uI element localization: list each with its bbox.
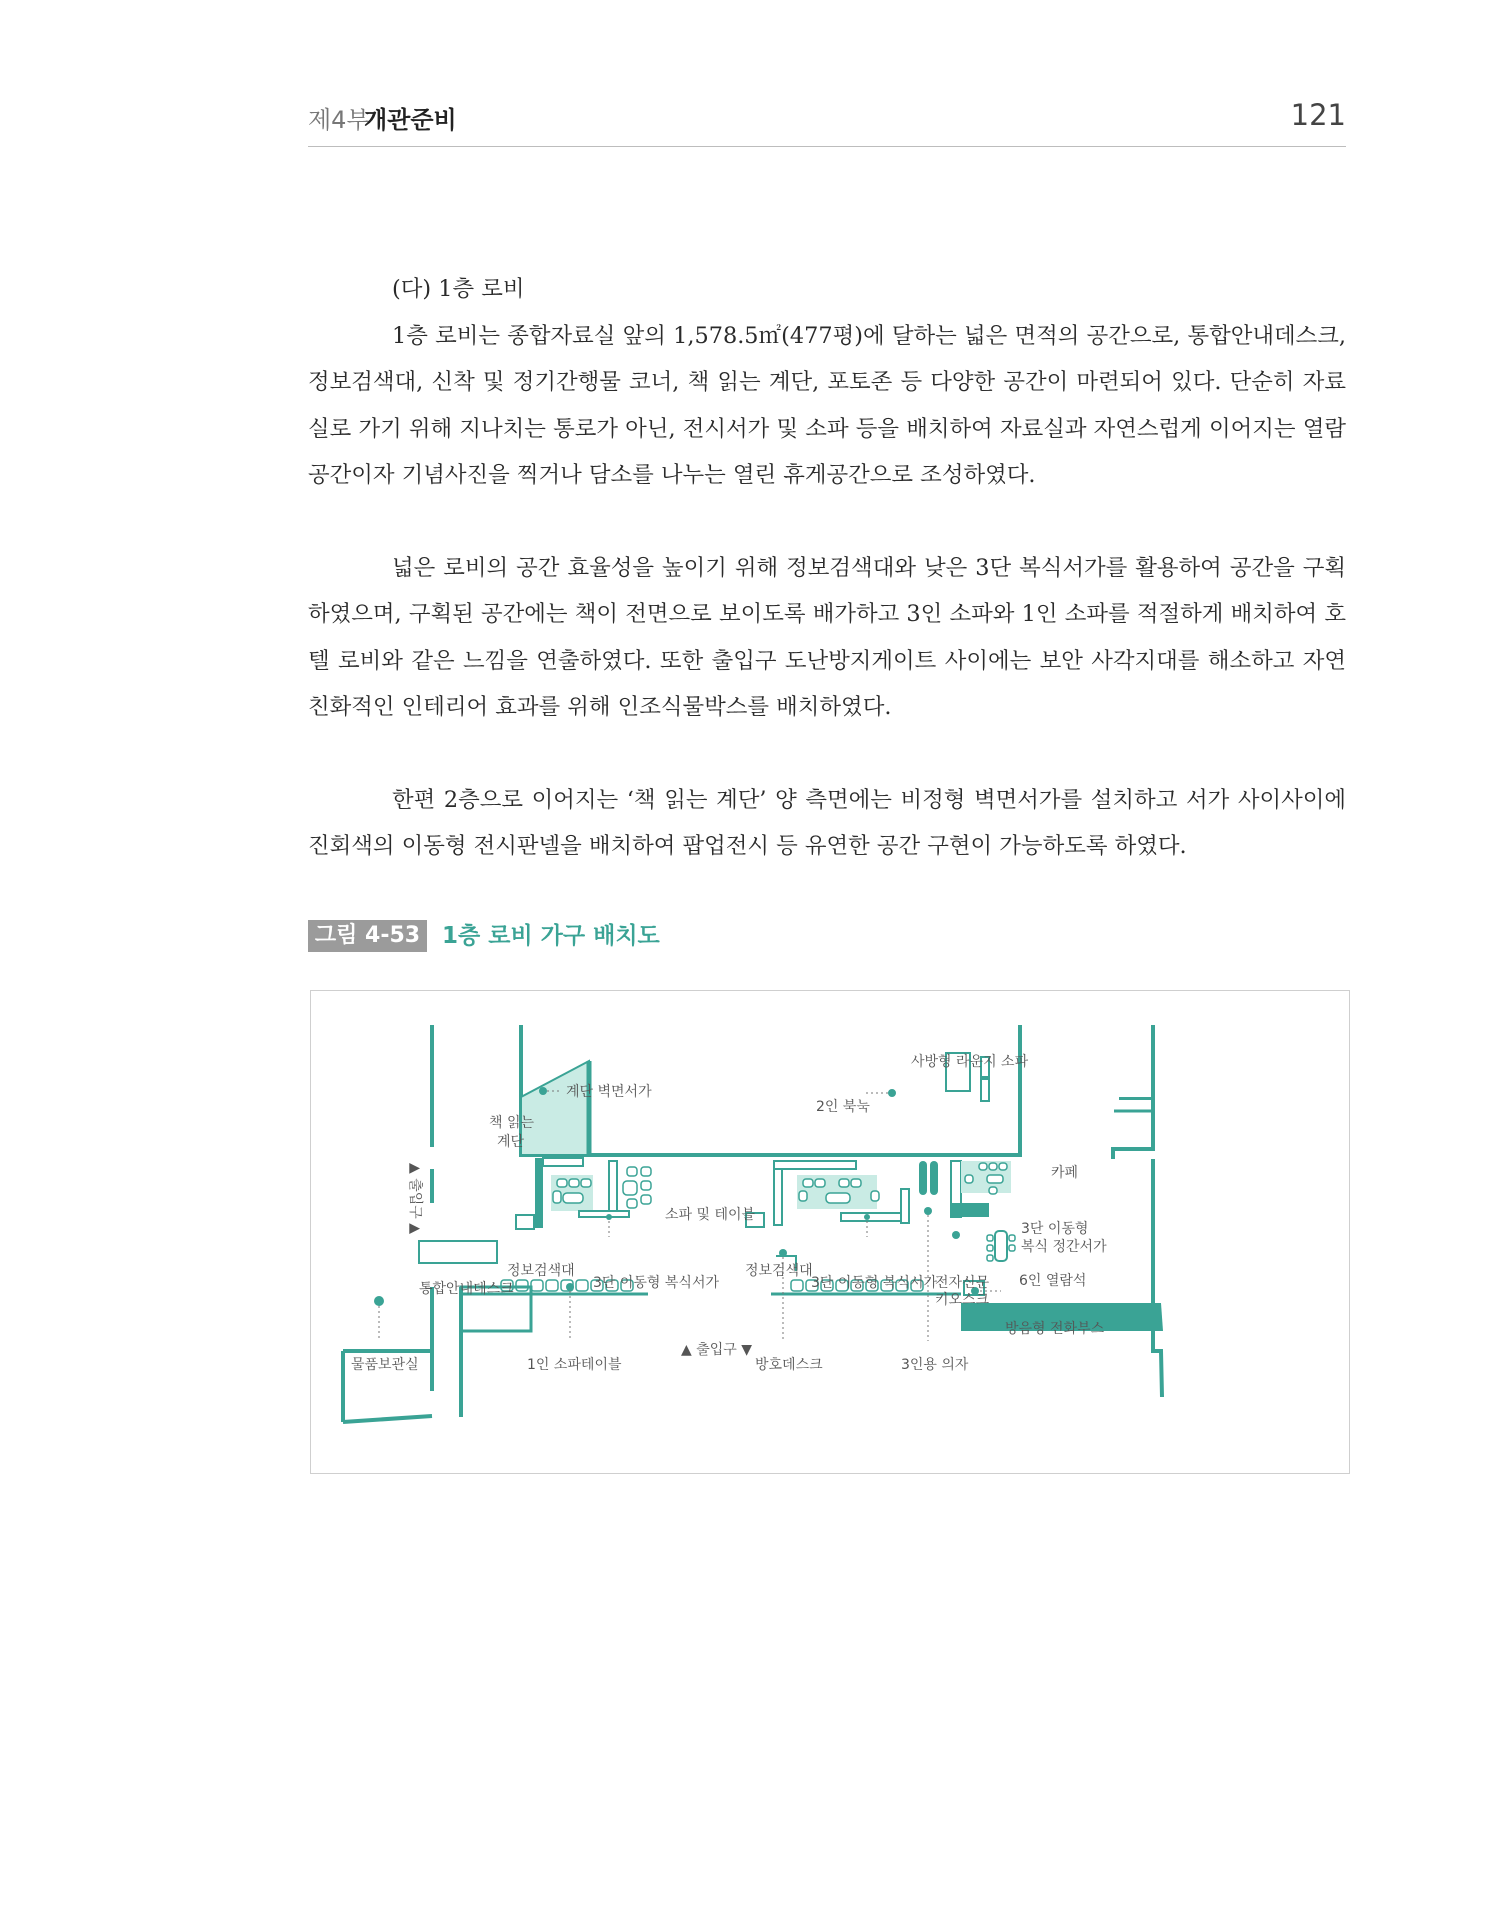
label-info-search-left: 정보검색대 xyxy=(507,1263,575,1279)
label-newspaper-2: 키오스크 xyxy=(935,1292,990,1308)
part-label: 제4부 xyxy=(308,106,370,134)
label-photo-zone: 포토존 xyxy=(1033,1344,1074,1360)
body-text xyxy=(308,266,1346,870)
label-info-search-right: 정보검색대 xyxy=(745,1263,813,1279)
newspaper-kiosk-b xyxy=(930,1161,938,1195)
figure-number: 그림 4-53 xyxy=(308,920,427,952)
label-booknook: 2인 북눅 xyxy=(816,1099,870,1115)
figure-title: 1층 로비 가구 배치도 xyxy=(442,923,660,949)
page-number: 121 xyxy=(1290,98,1346,132)
reading-stairs-shape xyxy=(521,1061,589,1155)
label-reading-stairs-2: 계단 xyxy=(497,1134,525,1150)
label-newspaper-1: 전자신문 xyxy=(935,1275,990,1291)
label-sofa-table: 소파 및 테이블 xyxy=(665,1207,756,1223)
label-shelf-right-2: 복식 정간서가 xyxy=(1021,1239,1107,1255)
label-entrance-main: ▲ 출입구 ▼ xyxy=(681,1342,753,1358)
label-security-desk: 방호데스크 xyxy=(755,1357,823,1373)
label-phone-booth: 방음형 전화부스 xyxy=(1005,1321,1105,1337)
chapter-title: 개관준비 xyxy=(364,106,457,134)
label-lounge-sofa: 사방형 라운지 소파 xyxy=(911,1054,1029,1070)
paragraph-1: 1층 로비는 종합자료실 앞의 1,578.5㎡(477평)에 달하는 넓은 면적의 공간으로, 통합안내데스크, 정보검색대, 신착 및 정기간행물 코너, 책 읽는 계단, 포토존 등 다양한 공간이 마련되어 있다. 단순히 자료실로 가기 위해 지나치는 통로가 아닌, 전시서가 및 소파 등을 배치하여 자료실과 자연스럽게 이어지는 열람공간이자 기념사진을 찍거나 담소를 나누는 열린 휴게공간으로 조성하였다. xyxy=(308,322,1346,488)
label-reading-stairs-1: 책 읽는 xyxy=(489,1115,535,1131)
label-storage: 물품보관실 xyxy=(351,1357,419,1373)
label-mobile-shelf-right: 3단 이동형 복식서가 xyxy=(811,1275,937,1291)
label-cafe: 카페 xyxy=(1051,1165,1079,1181)
label-entrance-side: ▲ 출입구 ▲ xyxy=(407,1163,423,1235)
label-reading-6: 6인 열람석 xyxy=(1019,1273,1087,1289)
label-mobile-shelf-left: 3단 이동형 복식서가 xyxy=(593,1275,719,1291)
floor-plan-svg xyxy=(311,991,1349,1473)
paragraph-2: 넓은 로비의 공간 효율성을 높이기 위해 정보검색대와 낮은 3단 복식서가를 활용하여 공간을 구획하였으며, 구획된 공간에는 책이 전면으로 보이도록 배가하고 3인 소파와 1인 소파를 적절하게 배치하여 호텔 로비와 같은 느낌을 연출하였다. 또한 출입구 도난방지게이트 사이에는 보안 사각지대를 해소하고 자연 친화적인 인테리어 효과를 위해 인조식물박스를 배치하였다. xyxy=(308,554,1346,720)
label-chair-3: 3인용 의자 xyxy=(901,1357,969,1373)
paragraph-3: 한편 2층으로 이어지는 ‘책 읽는 계단’ 양 측면에는 비정형 벽면서가를 설치하고 서가 사이사이에 진회색의 이동형 전시판넬을 배치하여 팝업전시 등 유연한 공간 구현이 가능하도록 하였다. xyxy=(308,786,1346,859)
page-header xyxy=(308,98,1346,147)
section-heading: (다) 1층 로비 xyxy=(392,276,525,302)
reading-table-6 xyxy=(995,1231,1007,1261)
floor-plan-diagram xyxy=(310,990,1350,1474)
label-info-desk: 통합안내데스크 xyxy=(419,1281,514,1297)
label-single-sofa: 1인 소파테이블 xyxy=(527,1357,622,1373)
label-shelf-right-1: 3단 이동형 xyxy=(1021,1221,1089,1237)
label-wall-shelf: 계단 벽면서가 xyxy=(566,1084,652,1100)
newspaper-kiosk-a xyxy=(919,1161,927,1195)
